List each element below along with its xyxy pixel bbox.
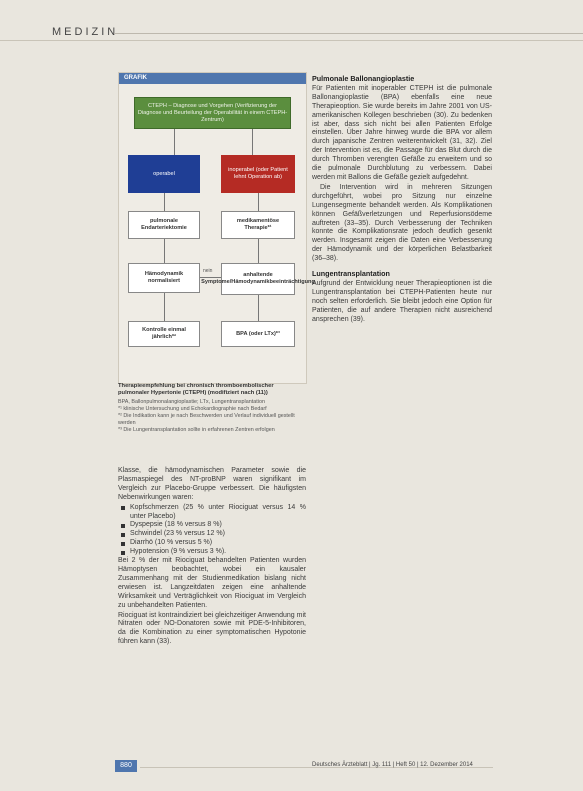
paragraph: Die Intervention wird in mehreren Sitzungen durchgeführt, wobei pro Sitzung nur einzelne Lungensegmente behandelt werden. Als Komplikationen können Gefäßverletzungen und Reperfusionsödeme auftreten (33–35). Durch Verbesserung der Techniken konnte die Komplikationsrate jedoch deutlich gesenkt werden. Insgesamt zeigen die Daten eine Verbesserung der Hämodynamik und der körperlichen Belastbarkeit (36–38).: [312, 183, 492, 263]
connector: [164, 293, 165, 321]
section-heading: Pulmonale Ballonangioplastie: [312, 74, 415, 83]
inoperable-box: inoperabel (oder Patient lehnt Operation ab): [221, 155, 295, 193]
list-item: Schwindel (23 % versus 12 %): [130, 530, 306, 539]
list-item: Kopfschmerzen (25 % unter Riociguat versus 14 % unter Placebo): [130, 503, 306, 520]
list-item: Hypotension (9 % versus 3 %).: [130, 548, 306, 557]
figure-note: *³ Die Lungentransplantation sollte in erfahrenen Zentren erfolgen: [118, 427, 275, 434]
connector: [200, 277, 221, 278]
figure-note: *² Die Indikation kann je nach Beschwerden und Verlauf individuell gestellt werden: [118, 413, 295, 427]
side-effects-list: [118, 504, 306, 557]
page-number: 880: [115, 760, 137, 772]
paragraph: Für Patienten mit inoperabler CTEPH ist die pulmonale Ballonangioplastie (BPA) ebenfalls eine neue Therapieoption. Sie wurde bereits im Jahre 2001 von US-amerikanischen Kollegen beschrieben (30). Zu bedenken ist aber, dass sich nicht bei allen Patienten Erfolge einstellen. Über Jahre hinweg wurde die BPA vor allem durch japanische Zentren weiterentwickelt (31, 32). Ziel der Intervention ist es, die Passage für das Blut durch die durch Thromben verengten Gefäße zu erweitern und so die pulmonale Durchblutung zu verbessern. Dabei werden mit Ballons die Gefäße gezielt aufgedehnt.: [312, 84, 492, 181]
connector: [174, 129, 175, 155]
figure-note: *¹ klinische Untersuchung und Echokardiographie nach Bedarf: [118, 406, 267, 413]
bpa-box: BPA (oder LTx)*³: [221, 321, 295, 347]
figure-tag: GRAFIK: [119, 73, 306, 84]
hemodynamics-normal-box: Hämodynamik normalisiert: [128, 263, 200, 293]
connector: [258, 193, 259, 211]
paragraph: Riociguat ist kontraindiziert bei gleichzeitiger Anwendung mit Nitraten oder NO-Donatoren sowie mit PDE-5-Inhibitoren, da die Kombination zu einer symptomatischen Hypotonie führen kann (33).: [118, 611, 306, 646]
right-column: [312, 75, 492, 325]
figure-caption: [118, 383, 306, 434]
paragraph: Klasse, die hämodynamischen Parameter sowie die Plasmaspiegel des NT-proBNP waren signifikant im Vergleich zur Placebo-Gruppe verbessert. Die häufigsten Nebenwirkungen waren:: [118, 467, 306, 501]
journal-citation: Deutsches Ärzteblatt | Jg. 111 | Heft 50 | 12. Dezember 2014: [312, 762, 473, 768]
medication-box: medikamentöse Therapie*¹: [221, 211, 295, 239]
connector: [164, 193, 165, 211]
list-item: Diarrhö (10 % versus 5 %): [130, 539, 306, 548]
annual-check-box: Kontrolle einmal jährlich*²: [128, 321, 200, 347]
persistent-symptoms-box: anhaltende Symptome/Hämodynamikbeeinträchtigung: [221, 263, 295, 295]
section-label: MEDIZIN: [52, 26, 119, 38]
header-rule: [114, 33, 583, 34]
endarterectomy-box: pulmonale Endarteriektomie: [128, 211, 200, 239]
diagnosis-box: CTEPH – Diagnose und Vorgehen (Verifizierung der Diagnose und Beurteilung der Operabilität in einem CTEPH-Zentrum): [134, 97, 291, 129]
paragraph: Bei 2 % der mit Riociguat behandelten Patienten wurden Hämoptysen beobachtet, wobei ein kausaler Zusammenhang mit der Studienmedikation bislang nicht erwiesen ist. Langzeitdaten zeigen eine anhaltende Wirksamkeit und Verträglichkeit von Riociguat im Vergleich zu unbehandelten Patienten.: [118, 557, 306, 609]
figure-abbrev: BPA, Ballonpulmonalangioplastie; LTx, Lungentransplantation: [118, 399, 265, 406]
figure-title: Therapieempfehlung bei chronisch thromboembolischer pulmonaler Hypertonie (CTEPH) (modifiziert nach (11)): [118, 383, 274, 397]
left-column: [118, 467, 306, 648]
paragraph: Aufgrund der Entwicklung neuer Therapieoptionen ist die Lungentransplantation bei CTEPH-Patienten heute nur noch selten erforderlich. Sie bleibt jedoch eine Option für Patienten, die auf andere Therapien nicht ausreichend ansprechen (39).: [312, 279, 492, 323]
connector: [258, 239, 259, 263]
connector: [258, 295, 259, 321]
section-header: [0, 26, 583, 41]
connector: [252, 129, 253, 155]
therapy-flowchart: [118, 72, 315, 384]
list-item: Dyspepsie (18 % versus 8 %): [130, 521, 306, 530]
no-label: nein: [203, 268, 213, 274]
operable-box: operabel: [128, 155, 200, 193]
section-heading: Lungentransplantation: [312, 269, 390, 279]
connector: [164, 239, 165, 263]
